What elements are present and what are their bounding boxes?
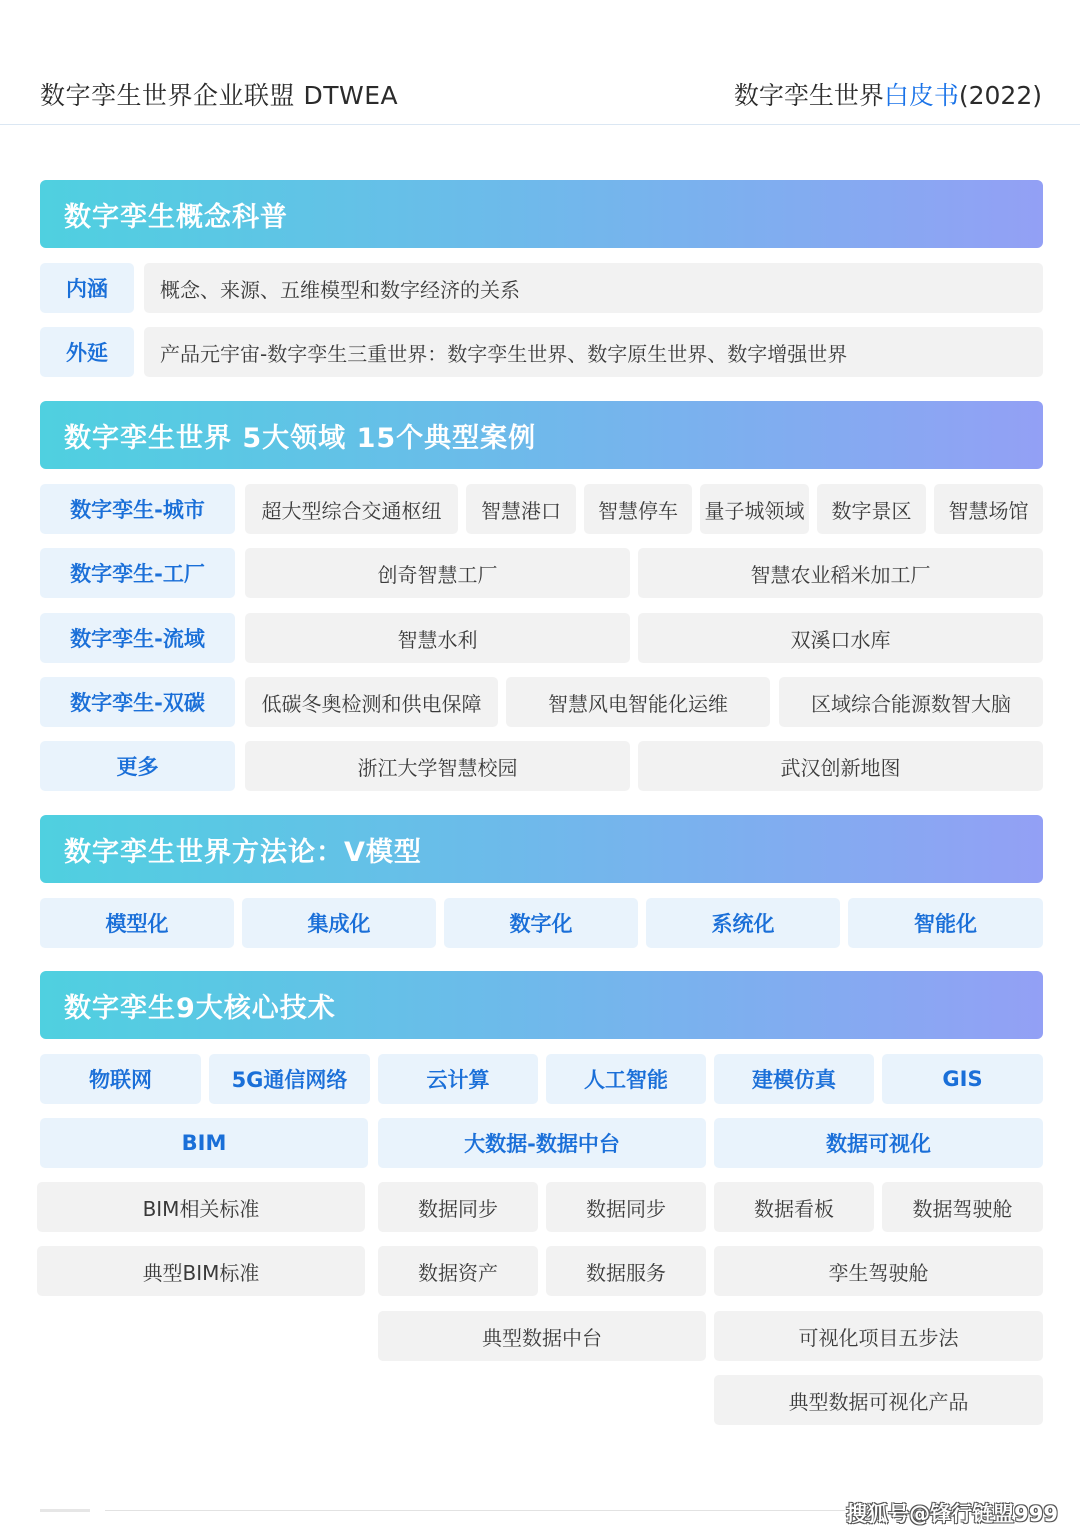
case-item: 武汉创新地图 (638, 741, 1043, 791)
tech-item: 物联网 (40, 1054, 201, 1104)
case-item: 双溪口水库 (638, 613, 1043, 663)
tech-item: 5G通信网络 (209, 1054, 370, 1104)
case-item: 超大型综合交通枢纽 (245, 484, 458, 534)
tag-extension: 外延 (40, 327, 134, 377)
footer-dash (40, 1509, 90, 1512)
bim-item: BIM相关标准 (37, 1182, 365, 1232)
tag-basin: 数字孪生-流域 (40, 613, 235, 663)
case-item: 量子城领域 (700, 484, 809, 534)
group-bigdata: 大数据-数据中台 (378, 1118, 706, 1168)
case-item: 创奇智慧工厂 (245, 548, 630, 598)
alliance-title: 数字孪生世界企业联盟 DTWEA (40, 81, 399, 110)
vis-item: 典型数据可视化产品 (714, 1375, 1043, 1425)
section-cases-banner: 数字孪生世界 5大领域 15个典型案例 (40, 401, 1043, 469)
bigdata-item: 数据同步 (378, 1182, 538, 1232)
case-item: 数字景区 (817, 484, 926, 534)
method-item: 智能化 (848, 898, 1043, 948)
bigdata-item: 数据同步 (546, 1182, 706, 1232)
tag-factory: 数字孪生-工厂 (40, 548, 235, 598)
case-item: 浙江大学智慧校园 (245, 741, 630, 791)
tech-item: 人工智能 (546, 1054, 706, 1104)
whitepaper-title-prefix: 数字孪生世界 (733, 81, 884, 110)
vis-item: 孪生驾驶舱 (714, 1246, 1043, 1296)
method-item: 系统化 (646, 898, 840, 948)
case-item: 智慧港口 (466, 484, 576, 534)
tag-carbon: 数字孪生-双碳 (40, 677, 235, 727)
bigdata-item: 典型数据中台 (378, 1311, 706, 1361)
case-item: 智慧水利 (245, 613, 630, 663)
extension-text: 产品元宇宙-数字孪生三重世界：数字孪生世界、数字原生世界、数字增强世界 (144, 327, 1043, 377)
case-item: 智慧停车 (584, 484, 692, 534)
whitepaper-title-accent: 白皮书 (883, 81, 959, 110)
vis-item: 数据看板 (714, 1182, 874, 1232)
tag-city: 数字孪生-城市 (40, 484, 235, 534)
tech-item: 云计算 (378, 1054, 538, 1104)
method-item: 数字化 (444, 898, 638, 948)
tag-connotation: 内涵 (40, 263, 134, 313)
group-bim: BIM (40, 1118, 368, 1168)
method-item: 集成化 (242, 898, 436, 948)
tag-more: 更多 (40, 741, 235, 791)
case-item: 区域综合能源数智大脑 (779, 677, 1043, 727)
case-item: 智慧农业稻米加工厂 (638, 548, 1043, 598)
whitepaper-title (734, 76, 1042, 112)
page-header (0, 0, 1080, 125)
bim-item: 典型BIM标准 (37, 1246, 365, 1296)
section-tech-banner: 数字孪生9大核心技术 (40, 971, 1043, 1039)
vis-item: 可视化项目五步法 (714, 1311, 1043, 1361)
vis-item: 数据驾驶舱 (882, 1182, 1043, 1232)
whitepaper-title-suffix: (2022) (958, 81, 1042, 110)
footer-divider (105, 1510, 845, 1511)
tech-item: GIS (882, 1054, 1043, 1104)
method-item: 模型化 (40, 898, 234, 948)
group-visualization: 数据可视化 (714, 1118, 1043, 1168)
case-item: 智慧场馆 (934, 484, 1043, 534)
tech-item: 建模仿真 (714, 1054, 874, 1104)
case-item: 低碳冬奥检测和供电保障 (245, 677, 498, 727)
case-item: 智慧风电智能化运维 (506, 677, 770, 727)
section-concept-banner: 数字孪生概念科普 (40, 180, 1043, 248)
watermark-text: 搜狐号@锋行链盟999 (846, 1502, 1058, 1526)
section-methodology-banner: 数字孪生世界方法论：V模型 (40, 815, 1043, 883)
connotation-text: 概念、来源、五维模型和数字经济的关系 (144, 263, 1043, 313)
bigdata-item: 数据服务 (546, 1246, 706, 1296)
bigdata-item: 数据资产 (378, 1246, 538, 1296)
